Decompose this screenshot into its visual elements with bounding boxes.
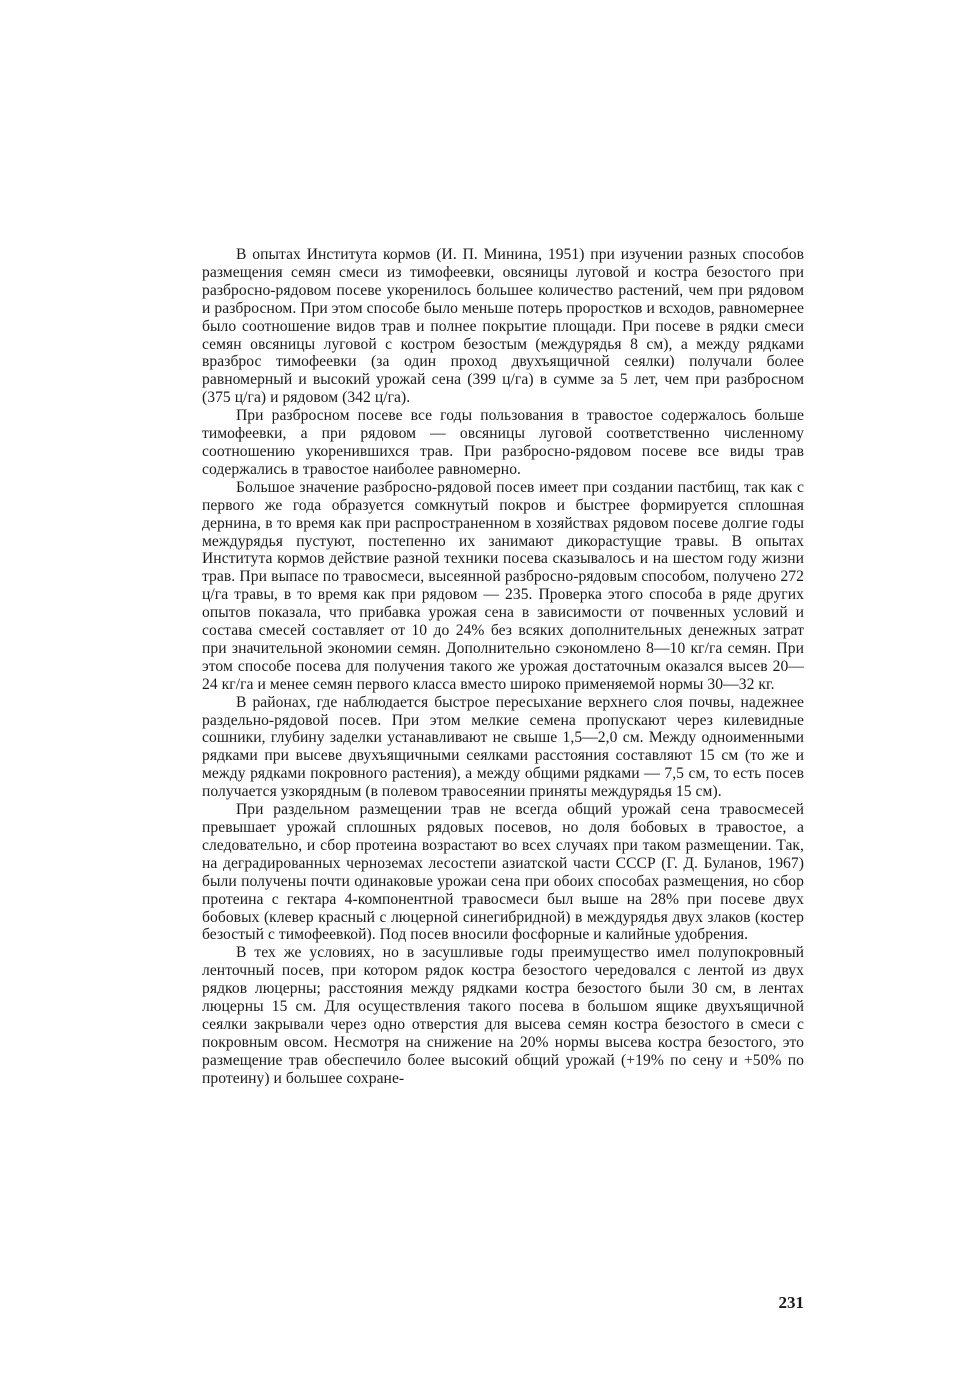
paragraph: При разбросном посеве все годы пользования в травостое содержалось больше тимофеевки, а при рядовом — овсяницы луговой соответственно численному соотношению укоренившихся трав. При разбросно-рядовом посеве все виды трав содержались в травостое наиболее равномерно. <box>202 407 804 478</box>
paragraph: При раздельном размещении трав не всегда общий урожай сена травосмесей превышает урожай сплошных рядовых посевов, но доля бобовых в травостое, а следовательно, и сбор протеина возрастают во всех случаях при таком размещении. Так, на деградированных черноземах лесостепи азиатской части СССР (Г. Д. Буланов, 1967) были получены почти одинаковые урожаи сена при обоих способах размещения, но сбор протеина с гектара 4-компонентной травосмеси был выше на 28% при посеве двух бобовых (клевер красный с люцерной синегибридной) в междурядья двух злаков (костер безостый с тимофеевкой). Под посев вносили фосфорные и калийные удобрения. <box>202 801 804 944</box>
paragraph: В районах, где наблюдается быстрое пересыхание верхнего слоя почвы, надежнее раздельно-рядовой посев. При этом мелкие семена пропускают через килевидные сошники, глубину заделки устанавливают не свыше 1,5—2,0 см. Между одноименными рядками при высеве двухъящичными сеялками расстояния составляют 15 см (то же и между рядками покровного растения), а между общими рядками — 7,5 см, то есть посев получается узкорядным (в полевом травосеянии приняты междурядья 15 см). <box>202 693 804 801</box>
page-number: 231 <box>778 1293 804 1312</box>
paragraph: Большое значение разбросно-рядовой посев имеет при создании пастбищ, так как с первого же года образуется сомкнутый покров и быстрее формируется сплошная дернина, в то время как при распространенном в хозяйствах рядовом посеве долгие годы междурядья пустуют, постепенно их занимают дикорастущие травы. В опытах Института кормов действие разной техники посева сказывалось и на шестом году жизни трав. При выпасе по травосмеси, высеянной разбросно-рядовым способом, получено 272 ц/га травы, в то время как при рядовом — 235. Проверка этого способа в ряде других опытов показала, что прибавка урожая сена в зависимости от почвенных условий и состава смесей составляет от 10 до 24% без всяких дополнительных денежных затрат при значительной экономии семян. Дополнительно сэкономлено 8—10 кг/га семян. При этом способе посева для получения такого же урожая достаточным оказался высев 20—24 кг/га и менее семян первого класса вместо широко применяемой нормы 30—32 кг. <box>202 478 804 693</box>
paragraph: В тех же условиях, но в засушливые годы преимущество имел полупокровный ленточный посев, при котором рядок костра безостого чередовался с лентой из двух рядков люцерны; расстояния между рядками костра безостого были 30 см, в лентах люцерны 15 см. Для осуществления такого посева в большом ящике двухъящичной сеялки закрывали через одно отверстия для высева семян костра безостого в смеси с покровным овсом. Несмотря на снижение на 20% нормы высева костра безостого, это размещение трав обеспечило более высокий общий урожай (+19% по сену и +50% по протеину) и большее сохране- <box>202 944 804 1087</box>
body-text <box>202 246 804 1088</box>
paragraph: В опытах Института кормов (И. П. Минина, 1951) при изучении разных способов размещения семян смеси из тимофеевки, овсяницы луговой и костра безостого при разбросно-рядовом посеве укоренилось большее количество растений, чем при рядовом и разбросном. При этом способе было меньше потерь проростков и всходов, равномернее было соотношение видов трав и полнее покрытие площади. При посеве в рядки смеси семян овсяницы луговой с костром безостым (междурядья 8 см), а между рядками вразброс тимофеевки (за один проход двухъящичной сеялки) получали более равномерный и высокий урожай сена (399 ц/га) в сумме за 5 лет, чем при разбросном (375 ц/га) и рядовом (342 ц/га). <box>202 246 804 407</box>
